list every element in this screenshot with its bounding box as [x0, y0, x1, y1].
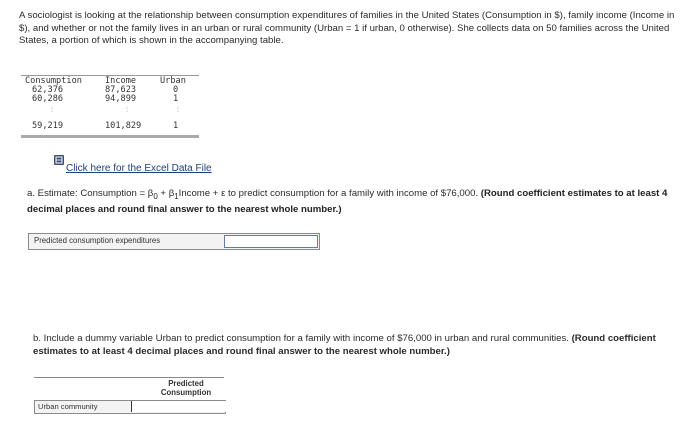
urban-community-row — [34, 400, 226, 414]
part-a-question: a. Estimate: Consumption = $\beta_0$ + $\beta_1Income + \varepsilon$ to predict consumption for a family with income of $76,000. (Round coefficient estimates to at least 4 decimal places and round final answer to the nearest whole number.) — [27, 188, 668, 215]
header-consumption: Consumption — [25, 76, 82, 86]
predicted-consumption-header: Predicted Consumption — [160, 379, 212, 397]
ellipsis-icon: ⋮ — [124, 106, 130, 113]
predicted-consumption-input[interactable] — [224, 235, 318, 248]
urban-community-label: Urban community — [38, 402, 98, 411]
part-a-prefix: a. Estimate: Consumption = β — [27, 188, 154, 199]
part-b-answer-table — [34, 377, 224, 414]
header-urban: Urban — [160, 76, 186, 86]
part-b-text: b. Include a dummy variable Urban to predict consumption for a family with income of $76,000 in urban and rural communities. — [33, 333, 572, 344]
answer-table-top-rule — [34, 377, 224, 378]
ellipsis-icon: ⋮ — [49, 106, 55, 113]
part-a-formula: Income + ε — [178, 188, 226, 199]
table-cell: 87,623 — [105, 85, 137, 95]
table-cell: 1 — [173, 121, 179, 131]
part-a-text: to predict consumption for a family with income of $76,000. — [225, 188, 481, 199]
part-b-rounding-note: (Round coefficient estimates to at least 4 decimal places and round final answer to the nearest whole number.) — [33, 333, 656, 357]
part-a-mid: + β — [157, 188, 175, 199]
predicted-consumption-label: Predicted consumption expenditures — [34, 236, 161, 245]
excel-data-file-link[interactable]: Click here for the Excel Data File — [66, 163, 212, 174]
problem-intro: A sociologist is looking at the relationship between consumption expenditures of families in the United States (Consumption in $), family income (Income in $), and whether or not the family lives in an urban or rural community (Urban = 1 if urban, 0 otherwise). She collects data on 50 families across the United States, a portion of which is shown in the accompanying table. — [19, 10, 675, 47]
part-b-question — [33, 333, 683, 358]
urban-community-input[interactable] — [131, 401, 226, 412]
table-cell: 62,376 — [32, 85, 64, 95]
table-cell: 0 — [173, 85, 179, 95]
table-bottom-rule — [21, 135, 199, 138]
table-cell: 1 — [173, 94, 179, 104]
ellipsis-icon: ⋮ — [175, 106, 181, 113]
header-income: Income — [105, 76, 137, 86]
predicted-consumption-row — [28, 233, 320, 250]
table-cell: 101,829 — [105, 121, 142, 131]
part-a-rounding-note: (Round coefficient estimates to at least 4 decimal places and round final answer to the nearest whole number.) — [27, 188, 668, 215]
excel-file-icon[interactable] — [54, 155, 64, 165]
table-cell: 94,899 — [105, 94, 137, 104]
table-cell: 59,219 — [32, 121, 64, 131]
data-table — [21, 75, 201, 137]
table-cell: 60,286 — [32, 94, 64, 104]
